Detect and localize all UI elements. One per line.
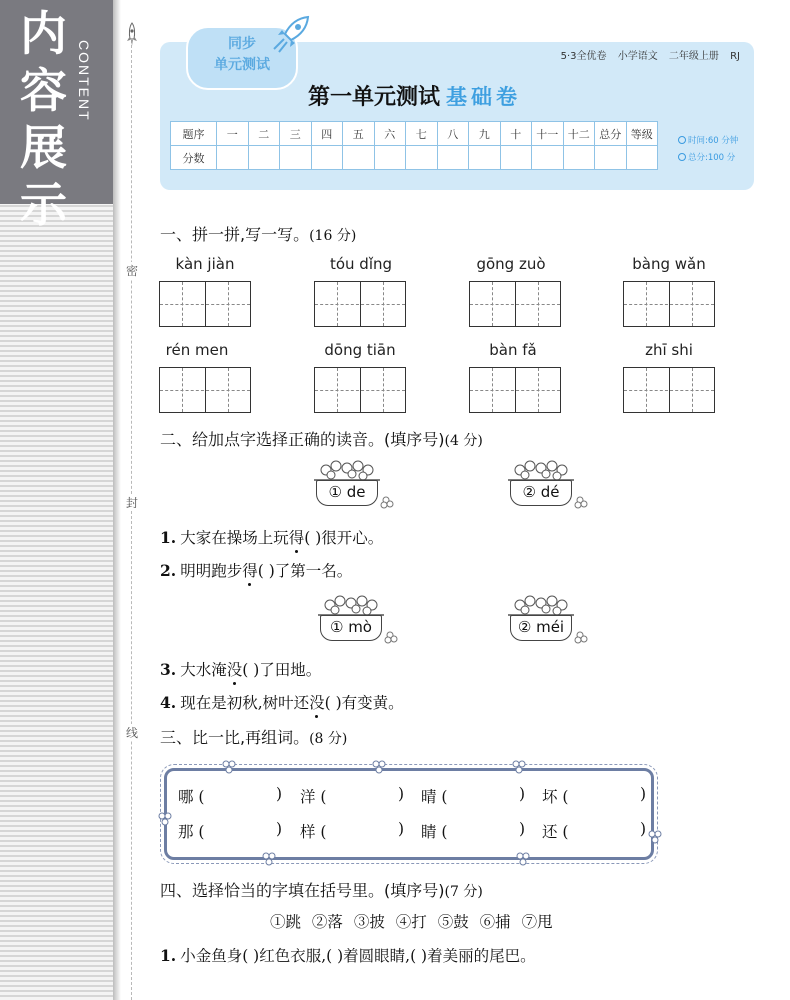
answer-blank[interactable]: ( )有变黄。 — [324, 694, 404, 712]
banner-subtitle: CONTENT — [76, 40, 92, 122]
flower-icon — [372, 760, 386, 774]
score-icon — [678, 153, 686, 161]
reading-option-2: ② méi — [510, 615, 572, 641]
badge-line1: 同步 — [228, 36, 256, 52]
pinyin-label: zhī shi — [645, 341, 693, 359]
rocket-badge-icon — [268, 14, 312, 54]
reading-option-pot — [494, 458, 588, 516]
writing-grid[interactable] — [623, 281, 715, 327]
section4-points: (7 分) — [444, 884, 483, 900]
writing-grid[interactable] — [314, 367, 406, 413]
time-info — [678, 133, 738, 167]
question-number: 3. — [160, 660, 177, 679]
score-table — [170, 121, 658, 170]
section2-points: (4 分) — [444, 433, 483, 449]
compare-item[interactable] — [421, 820, 541, 842]
score-input-cell[interactable] — [311, 146, 343, 170]
compare-char: 那 ( — [178, 823, 205, 841]
compare-item[interactable] — [178, 785, 298, 807]
binding-char-feng: 封 — [125, 496, 138, 510]
compare-item[interactable] — [542, 785, 662, 807]
question-2-1 — [160, 526, 383, 548]
writing-grid[interactable] — [623, 367, 715, 413]
binding-char-mi: 密 — [125, 264, 138, 278]
compare-item[interactable] — [300, 785, 420, 807]
content-banner — [0, 0, 113, 233]
question-number: 2. — [160, 561, 177, 580]
question-text: 大家在操场上玩 — [180, 529, 289, 547]
dotted-char: 没 — [226, 661, 243, 679]
question-text: 大水淹 — [180, 661, 227, 679]
rocket-icon — [124, 22, 140, 48]
question-2-2 — [160, 559, 352, 581]
section3-title — [160, 725, 347, 748]
dotted-char: 得 — [288, 529, 305, 547]
section1-points: (16 分) — [309, 228, 357, 244]
score-cell: 一 — [217, 122, 249, 146]
section1-title — [160, 222, 356, 245]
pinyin-label: gōng zuò — [476, 255, 546, 273]
writing-grid[interactable] — [469, 281, 561, 327]
dotted-char: 没 — [309, 694, 325, 712]
reading-option-1: ① mò — [320, 615, 382, 641]
score-cell: 九 — [469, 122, 501, 146]
reading-option-pot — [300, 458, 394, 516]
flower-icon — [158, 812, 172, 826]
question-2-3 — [160, 658, 321, 680]
flower-icon — [516, 852, 530, 866]
score-cell: 六 — [374, 122, 406, 146]
bracket-close: ) — [640, 820, 647, 838]
bracket-close: ) — [519, 785, 526, 803]
compare-char: 坏 ( — [542, 788, 569, 806]
score-input-cell[interactable] — [217, 146, 249, 170]
page-shadow — [113, 0, 121, 1000]
flower-icon — [262, 852, 276, 866]
meta-series: 5·3全优卷 — [560, 51, 607, 62]
score-input-cell[interactable] — [437, 146, 469, 170]
choice-options: ①跳 ②落 ③披 ④打 ⑤鼓 ⑥捕 ⑦甩 — [270, 913, 553, 931]
score-cell: 二 — [248, 122, 280, 146]
question-text[interactable]: 小金鱼身( )红色衣服,( )着圆眼睛,( )着美丽的尾巴。 — [180, 947, 536, 965]
compare-item[interactable] — [178, 820, 298, 842]
score-cell: 五 — [343, 122, 375, 146]
compare-box — [164, 768, 654, 860]
score-cell: 四 — [311, 122, 343, 146]
flower-icon — [512, 760, 526, 774]
bracket-close: ) — [398, 820, 405, 838]
pinyin-label: tóu dǐng — [329, 255, 393, 273]
section2-title — [160, 427, 483, 450]
score-cell: 三 — [280, 122, 312, 146]
clock-icon — [678, 136, 686, 144]
question-2-4 — [160, 691, 404, 713]
score-input-cell[interactable] — [626, 146, 658, 170]
writing-grid[interactable] — [159, 367, 251, 413]
question-text: 现在是初秋,树叶还 — [180, 694, 310, 712]
reading-option-pot — [494, 593, 588, 651]
compare-item[interactable] — [300, 820, 420, 842]
score-cell: 总分 — [595, 122, 627, 146]
pinyin-label: bàng wǎn — [632, 255, 706, 273]
writing-grid[interactable] — [314, 281, 406, 327]
test-level: 基础卷 — [446, 85, 522, 109]
meta-grade: 二年级上册 — [668, 51, 719, 62]
score-input-cell[interactable] — [280, 146, 312, 170]
reading-option-pot — [304, 593, 398, 651]
score-cell: 题序 — [171, 122, 217, 146]
bracket-close: ) — [276, 820, 283, 838]
binding-line — [131, 40, 132, 1000]
score-cell: 十 — [500, 122, 532, 146]
score-input-cell[interactable] — [469, 146, 501, 170]
score-cell: 等级 — [626, 122, 658, 146]
compare-char: 哪 ( — [178, 788, 205, 806]
compare-char: 样 ( — [300, 823, 327, 841]
bracket-close: ) — [640, 785, 647, 803]
score-input-cell[interactable] — [374, 146, 406, 170]
section4-title-text: 四、选择恰当的字填在括号里。(填序号) — [160, 881, 445, 900]
reading-option-1: ① de — [316, 480, 378, 506]
score-input-cell[interactable] — [500, 146, 532, 170]
question-4-1 — [160, 944, 536, 966]
bracket-close: ) — [276, 785, 283, 803]
compare-item[interactable] — [542, 820, 662, 842]
binding-char-xian: 线 — [125, 726, 138, 740]
compare-char: 晴 ( — [421, 788, 448, 806]
bracket-close: ) — [519, 820, 526, 838]
section3-title-text: 三、比一比,再组词。 — [160, 728, 310, 747]
question-number: 1. — [160, 528, 177, 547]
question-number: 4. — [160, 693, 177, 712]
score-cell: 八 — [437, 122, 469, 146]
reading-option-2: ② dé — [510, 480, 572, 506]
writing-grid[interactable] — [469, 367, 561, 413]
pinyin-label: kàn jiàn — [175, 255, 235, 273]
score-cell: 七 — [406, 122, 438, 146]
flower-icon — [222, 760, 236, 774]
score-input-cell[interactable] — [248, 146, 280, 170]
score-table-row-scores — [171, 146, 658, 170]
banner-title: 内容展示 — [20, 7, 67, 233]
bracket-close: ) — [398, 785, 405, 803]
badge-line2: 单元测试 — [214, 57, 270, 73]
score-label-cell: 分数 — [171, 146, 217, 170]
answer-blank[interactable]: ( )了第一名。 — [257, 562, 353, 580]
pinyin-label: dōng tiān — [324, 341, 396, 359]
answer-blank[interactable]: ( )很开心。 — [304, 529, 384, 547]
score-input-cell[interactable] — [532, 146, 564, 170]
question-number: 1. — [160, 946, 177, 965]
header-meta — [553, 47, 740, 62]
dotted-char: 得 — [242, 562, 258, 580]
meta-edition: RJ — [730, 51, 740, 62]
score-input-cell[interactable] — [595, 146, 627, 170]
question-text: 明明跑步 — [180, 562, 243, 580]
score-cell: 十二 — [563, 122, 595, 146]
score-cell: 十一 — [532, 122, 564, 146]
compare-char: 还 ( — [542, 823, 569, 841]
score-input-cell[interactable] — [563, 146, 595, 170]
section4-title — [160, 878, 483, 901]
test-title — [308, 80, 521, 111]
score-input-cell[interactable] — [343, 146, 375, 170]
meta-subject: 小学语文 — [617, 51, 658, 62]
test-title-text: 第一单元测试 — [308, 85, 441, 110]
compare-char: 睛 ( — [421, 823, 448, 841]
section3-points: (8 分) — [309, 731, 348, 747]
score-input-cell[interactable] — [406, 146, 438, 170]
writing-grid[interactable] — [159, 281, 251, 327]
section1-title-text: 一、拼一拼,写一写。 — [160, 225, 310, 244]
compare-item[interactable] — [421, 785, 541, 807]
time-limit: 时间:60 分钟 — [688, 136, 739, 146]
total-score: 总分:100 分 — [688, 153, 736, 163]
section2-title-text: 二、给加点字选择正确的读音。(填序号) — [160, 430, 445, 449]
score-table-row-header — [171, 122, 658, 146]
answer-blank[interactable]: ( )了田地。 — [242, 661, 322, 679]
compare-char: 洋 ( — [300, 788, 327, 806]
pinyin-label: rén men — [165, 341, 229, 359]
pinyin-label: bàn fǎ — [489, 341, 537, 359]
